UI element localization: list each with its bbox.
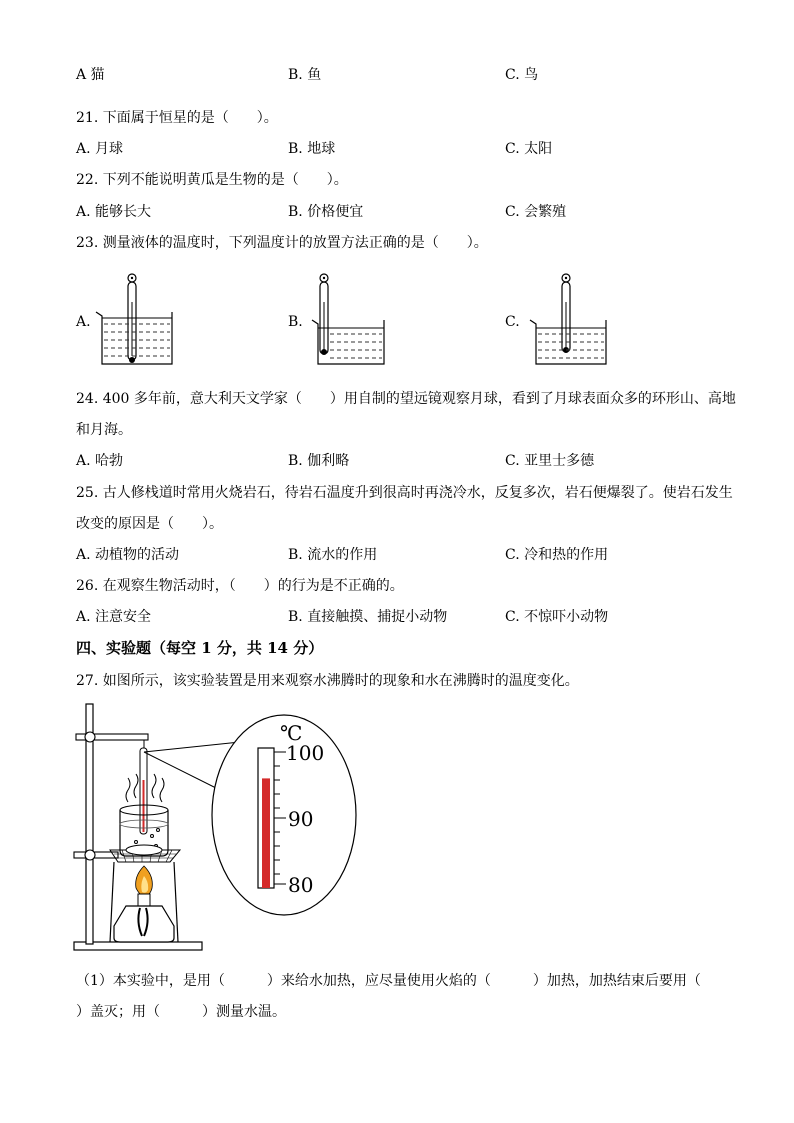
- q25-option-c: C. 冷和热的作用: [505, 547, 609, 563]
- beaker-c-figure: [528, 272, 610, 368]
- q20-option-a: A 猫: [76, 67, 105, 83]
- q20-option-c: C. 鸟: [505, 67, 539, 83]
- q21-option-c: C. 太阳: [505, 141, 553, 157]
- q25-option-b: B. 流水的作用: [288, 547, 378, 563]
- q25-stem-line2: 改变的原因是（ ）。: [76, 516, 223, 532]
- q26-option-b: B. 直接触摸、捕捉小动物: [288, 609, 448, 625]
- q27-stem: 27. 如图所示，该实验装置是用来观察水沸腾时的现象和水在沸腾时的温度变化。: [76, 673, 579, 689]
- q24-option-b: B. 伽利略: [288, 453, 350, 469]
- q26-option-a: A. 注意安全: [76, 609, 152, 625]
- thermo-unit-label: ℃: [280, 721, 303, 745]
- thermo-label-80: 80: [288, 873, 314, 897]
- q21-option-a: A. 月球: [76, 141, 124, 157]
- thermometer-magnified-figure: [210, 712, 360, 918]
- q23-stem: 23. 测量液体的温度时，下列温度计的放置方法正确的是（ ）。: [76, 235, 488, 251]
- q24-option-c: C. 亚里士多德: [505, 453, 595, 469]
- q23-option-b-label: B.: [288, 314, 303, 330]
- thermo-label-90: 90: [288, 807, 314, 831]
- thermo-label-100: 100: [286, 741, 325, 765]
- q20-option-b: B. 鱼: [288, 67, 322, 83]
- q22-option-a: A. 能够长大: [76, 204, 152, 220]
- q26-option-c: C. 不惊吓小动物: [505, 609, 609, 625]
- q21-option-b: B. 地球: [288, 141, 336, 157]
- q24-stem-line1: 24. 400 多年前，意大利天文学家（ ）用自制的望远镜观察月球，看到了月球表面众多的环形山、高地: [76, 391, 736, 407]
- q22-stem: 22. 下列不能说明黄瓜是生物的是（ ）。: [76, 172, 348, 188]
- q25-option-a: A. 动植物的活动: [76, 547, 180, 563]
- mercury-column: [262, 778, 270, 888]
- q23-option-c-label: C.: [505, 314, 520, 330]
- beaker-a-figure: [94, 272, 176, 368]
- q21-stem: 21. 下面属于恒星的是（ ）。: [76, 110, 278, 126]
- beaker-b-figure: [306, 272, 388, 368]
- q27-sub1-line1: （1）本实验中，是用（ ）来给水加热，应尽量使用火焰的（ ）加热，加热结束后要用（: [76, 973, 701, 989]
- q23-option-a-label: A.: [76, 314, 91, 330]
- q26-stem: 26. 在观察生物活动时，（ ）的行为是不正确的。: [76, 578, 404, 594]
- q24-stem-line2: 和月海。: [76, 422, 132, 438]
- section-heading: 四、实验题（每空 1 分，共 14 分）: [76, 639, 324, 657]
- q27-sub1-line2: ）盖灭；用（ ）测量水温。: [76, 1004, 286, 1020]
- q22-option-b: B. 价格便宜: [288, 204, 364, 220]
- q22-option-c: C. 会繁殖: [505, 204, 567, 220]
- q24-option-a: A. 哈勃: [76, 453, 124, 469]
- q25-stem-line1: 25. 古人修栈道时常用火烧岩石，待岩石温度升到很高时再浇冷水，反复多次，岩石便爆裂了。使岩石发生: [76, 485, 733, 501]
- boiling-apparatus-figure: [70, 700, 210, 958]
